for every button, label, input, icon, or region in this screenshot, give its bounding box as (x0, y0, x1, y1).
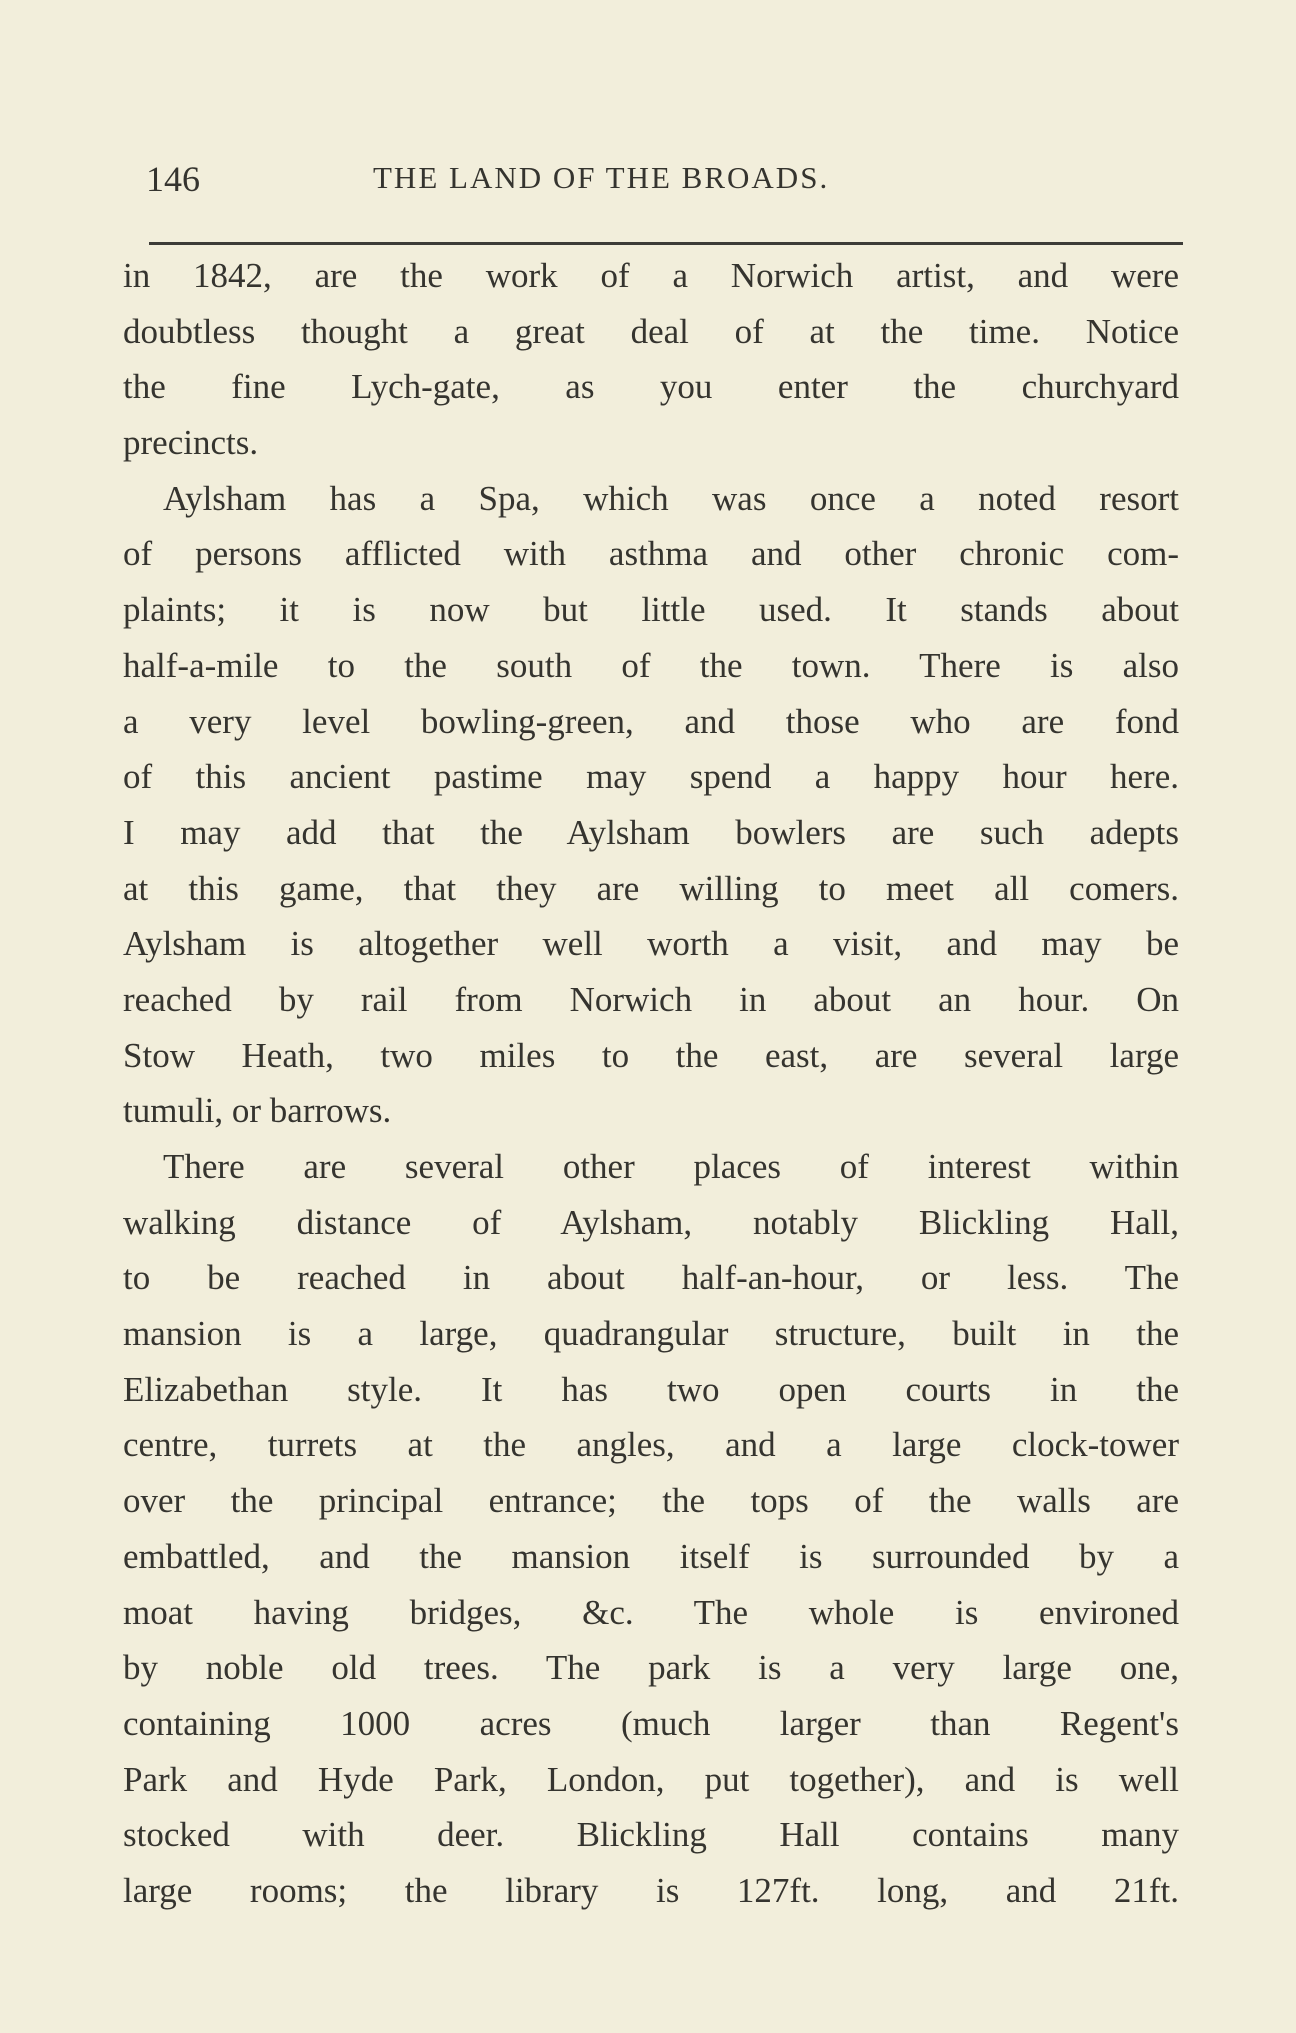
text-line: at this game, that they are willing to meet all comers. (123, 868, 1179, 908)
text-line: of this ancient pastime may spend a happy hour here. (123, 757, 1179, 797)
text-line: moat having bridges, &c. The whole is environed (123, 1592, 1179, 1632)
text-line: mansion is a large, quadrangular structure, built in the (123, 1314, 1179, 1354)
text-line: the fine Lych-gate, as you enter the churchyard (123, 367, 1179, 407)
header-rule (149, 242, 1183, 245)
text-line: tumuli, or barrows. (123, 1091, 392, 1131)
text-line: There are several other places of interest within (163, 1147, 1179, 1186)
text-line: stocked with deer. Blickling Hall contains many (123, 1815, 1179, 1855)
text-line: by noble old trees. The park is a very large one, (123, 1648, 1179, 1688)
text-line: centre, turrets at the angles, and a large clock-tower (123, 1425, 1179, 1465)
body-text (123, 248, 1179, 1919)
text-line: large rooms; the library is 127ft. long, and 21ft. (123, 1870, 1179, 1910)
text-line: embattled, and the mansion itself is surrounded by a (123, 1536, 1179, 1576)
running-title: THE LAND OF THE BROADS. (373, 160, 830, 195)
page-number: 146 (146, 159, 200, 199)
text-line: over the principal entrance; the tops of the walls are (123, 1481, 1179, 1521)
text-line: plaints; it is now but little used. It stands about (123, 590, 1179, 630)
text-line: doubtless thought a great deal of at the time. Notice (123, 311, 1179, 351)
text-line: containing 1000 acres (much larger than Regent's (123, 1703, 1179, 1743)
text-line: walking distance of Aylsham, notably Blickling Hall, (123, 1202, 1179, 1242)
text-line: I may add that the Aylsham bowlers are such adepts (123, 812, 1179, 852)
text-line: Stow Heath, two miles to the east, are several large (123, 1035, 1179, 1075)
text-line: precincts. (123, 423, 259, 463)
text-line: Park and Hyde Park, London, put together), and is well (123, 1759, 1179, 1799)
text-line: of persons afflicted with asthma and other chronic com- (123, 534, 1179, 574)
text-line: to be reached in about half-an-hour, or less. The (123, 1258, 1179, 1298)
text-line: a very level bowling-green, and those who are fond (123, 701, 1179, 741)
text-line: Aylsham is altogether well worth a visit, and may be (123, 924, 1179, 964)
text-line: Aylsham has a Spa, which was once a noted resort (163, 478, 1179, 518)
text-line: in 1842, are the work of a Norwich artist, and were (123, 256, 1179, 295)
text-line: Elizabethan style. It has two open courts in the (123, 1369, 1179, 1409)
text-line: reached by rail from Norwich in about an hour. On (123, 979, 1179, 1019)
text-line: half-a-mile to the south of the town. There is also (123, 645, 1179, 685)
